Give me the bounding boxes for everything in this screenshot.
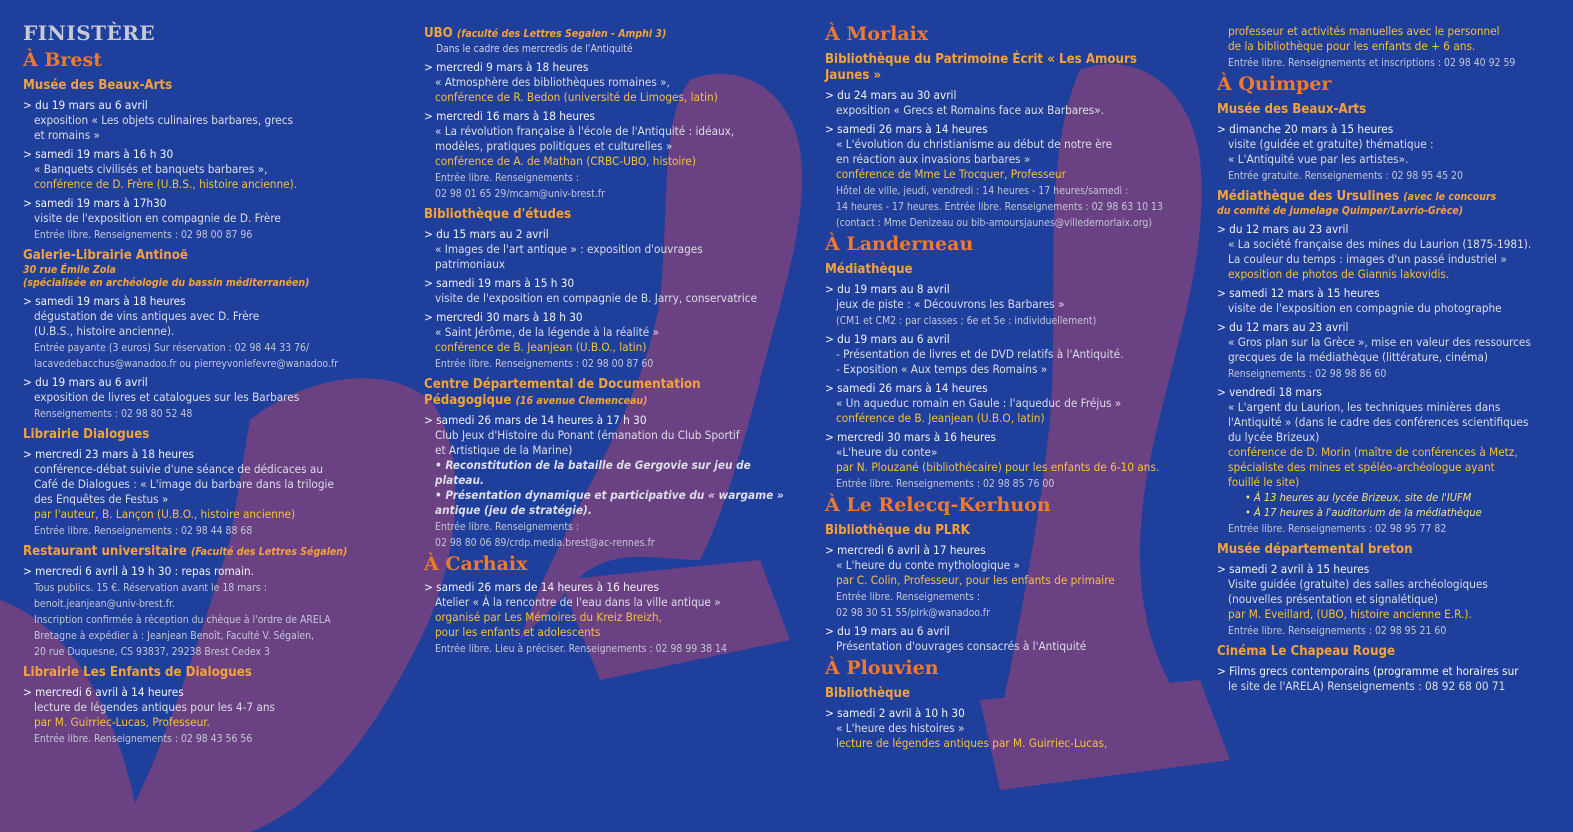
event-highlight: plateau.: [435, 473, 484, 487]
venue-heading: [424, 393, 794, 409]
event-info: Entrée libre. Renseignements :: [435, 172, 579, 184]
event-description: visite de l'exposition en compagnie de D. Frère: [34, 211, 281, 225]
event-description: grecques de la médiathèque (littérature, cinéma): [1228, 350, 1489, 364]
event-date: > mercredi 6 avril à 17 heures: [825, 543, 1195, 558]
venue-heading: [825, 523, 1195, 539]
event-date: > samedi 19 mars à 18 heures: [23, 294, 393, 309]
event-info: 02 98 30 51 55/plrk@wanadoo.fr: [836, 607, 990, 619]
event-date: > samedi 19 mars à 15 h 30: [424, 276, 794, 291]
event-description: conférence-débat suivie d'une séance de dédicaces au: [34, 462, 324, 476]
event-info: Renseignements : 02 98 80 52 48: [34, 408, 193, 420]
event-description: visite de l'exposition en compagnie de B. Jarry, conservatrice: [435, 291, 758, 305]
event-description: l'Antiquité » (dans le cadre des conférences scientifiques: [1228, 415, 1529, 429]
region-heading: À Plouvien: [825, 657, 939, 679]
event-date: > samedi 19 mars à 17h30: [23, 196, 393, 211]
event-info: 20 rue Duquesne, CS 93837, 29238 Brest Cedex 3: [34, 646, 270, 658]
event-description: « Images de l'art antique » : exposition d'ouvrages: [435, 242, 703, 256]
event-date: > mercredi 6 avril à 19 h 30 : repas romain.: [23, 564, 393, 579]
venue-name: Cinéma Le Chapeau Rouge: [1217, 644, 1396, 659]
event-speaker: lecture de légendes antiques par M. Guirriec-Lucas,: [836, 736, 1108, 750]
event-info: benoit.jeanjean@univ-brest.fr.: [34, 598, 175, 610]
event-speaker: conférence de B. Jeanjean (U.B.O., latin): [435, 340, 647, 354]
event-info: Entrée libre. Renseignements : 02 98 00 87 96: [34, 229, 253, 241]
event-info: Renseignements : 02 98 98 86 60: [1228, 368, 1387, 380]
venue-name: Médiathèque: [825, 262, 913, 277]
event-date: > du 12 mars au 23 avril: [1217, 222, 1567, 237]
venue-name: UBO: [424, 26, 453, 41]
region-heading: À Landerneau: [825, 233, 974, 255]
venue-heading: [1217, 644, 1567, 660]
venue-name: Musée des Beaux-Arts: [1217, 102, 1367, 117]
event-item: [825, 122, 1195, 230]
event-item: [23, 147, 393, 192]
event-item: [424, 413, 794, 550]
event-info: Bretagne à expédier à : Jeanjean Benoît, Faculté V. Ségalen,: [34, 630, 315, 642]
region-heading: À Morlaix: [825, 23, 929, 45]
venue-heading: [1217, 189, 1567, 205]
venue-name: Médiathèque des Ursulines: [1217, 189, 1400, 204]
event-highlight: • Présentation dynamique et participative du « wargame »: [435, 488, 784, 502]
event-description: (U.B.S., histoire ancienne).: [34, 324, 175, 338]
event-item: [825, 282, 1195, 328]
event-speaker: conférence de A. de Mathan (CRBC-UBO, histoire): [435, 154, 696, 168]
event-date: > samedi 26 mars de 14 heures à 16 heures: [424, 580, 794, 595]
event-description: Présentation d'ouvrages consacrés à l'Antiquité: [836, 639, 1087, 653]
event-item: [825, 543, 1195, 620]
event-date: > samedi 26 mars à 14 heures: [825, 122, 1195, 137]
event-speaker: pour les enfants et adolescents: [435, 625, 601, 639]
event-item: [1217, 385, 1567, 536]
event-date: > du 19 mars au 6 avril: [23, 98, 393, 113]
event-description: Atelier « À la rencontre de l'eau dans la ville antique »: [435, 595, 721, 609]
venue-name: Pédagogique: [424, 393, 512, 408]
event-highlight: antique (jeu de stratégie).: [435, 503, 592, 517]
event-item: [825, 332, 1195, 377]
event-description: « L'argent du Laurion, les techniques minières dans: [1228, 400, 1501, 414]
event-highlight: • Reconstitution de la bataille de Gergovie sur jeu de: [435, 458, 751, 472]
event-description: et Artistique de la Marine): [435, 443, 573, 457]
column-3: [825, 20, 1195, 751]
event-date: > samedi 2 avril à 15 heures: [1217, 562, 1567, 577]
event-item: [1217, 664, 1567, 694]
event-date: > du 24 mars au 30 avril: [825, 88, 1195, 103]
event-description: exposition « Les objets culinaires barbares, grecs: [34, 113, 294, 127]
venue-heading: [23, 665, 393, 681]
event-speaker: par C. Colin, Professeur, pour les enfants de primaire: [836, 573, 1115, 587]
event-description: «L'heure du conte»: [836, 445, 938, 459]
event-info: Entrée libre. Renseignements : 02 98 95 21 60: [1228, 625, 1447, 637]
event-description: « Gros plan sur la Grèce », mise en valeur des ressources: [1228, 335, 1531, 349]
venue-heading: [825, 68, 1195, 84]
event-info: 02 98 80 06 89/crdp.media.brest@ac-rennes.fr: [435, 537, 655, 549]
event-item: [1217, 562, 1567, 638]
event-description: « L'heure du conte mythologique »: [836, 558, 1020, 572]
event-date: > du 19 mars au 6 avril: [23, 375, 393, 390]
event-speaker: conférence de D. Morin (maître de conférences à Metz,: [1228, 445, 1518, 459]
event-info: Tous publics. 15 €. Réservation avant le 18 mars :: [34, 582, 267, 594]
event-info: 14 heures - 17 heures. Entrée libre. Renseignements : 02 98 63 10 13: [836, 201, 1163, 213]
event-item: [424, 310, 794, 371]
event-description: le site de l'ARELA) Renseignements : 08 92 68 00 71: [1228, 679, 1506, 693]
event-info: Entrée libre. Renseignements et inscriptions : 02 98 40 92 59: [1228, 57, 1516, 69]
event-date: > du 19 mars au 6 avril: [825, 624, 1195, 639]
region-heading: À Carhaix: [424, 553, 528, 575]
event-description: des Enquêtes de Festus »: [34, 492, 169, 506]
event-item: [23, 375, 393, 421]
event-info: lacavedebacchus@wanadoo.fr ou pierreyvonlefevre@wanadoo.fr: [34, 358, 339, 370]
event-info: Entrée libre. Renseignements : 02 98 43 56 56: [34, 733, 253, 745]
event-item: [424, 109, 794, 201]
event-speaker: conférence de R. Bedon (université de Limoges, latin): [435, 90, 718, 104]
event-date: > vendredi 18 mars: [1217, 385, 1567, 400]
event-description: « La révolution française à l'école de l'Antiquité : idéaux,: [435, 124, 735, 138]
event-description: Visite guidée (gratuite) des salles archéologiques: [1228, 577, 1488, 591]
venue-name: Librairie Les Enfants de Dialogues: [23, 665, 252, 680]
event-date: > du 19 mars au 8 avril: [825, 282, 1195, 297]
venue-name: Bibliothèque du Patrimoine Écrit « Les Amours: [825, 52, 1137, 67]
column-2: [424, 20, 794, 656]
event-description: (nouvelles présentation et signalétique): [1228, 592, 1439, 606]
event-date: > mercredi 9 mars à 18 heures: [424, 60, 794, 75]
event-description: « Atmosphère des bibliothèques romaines »,: [435, 75, 670, 89]
event-description: La couleur du temps : images d'un passé industriel »: [1228, 252, 1507, 266]
event-date: > samedi 19 mars à 16 h 30: [23, 147, 393, 162]
event-info: 02 98 01 65 29/mcam@univ-brest.fr: [435, 188, 605, 200]
event-description: « L'évolution du christianisme au début de notre ère: [836, 137, 1113, 151]
event-info: (CM1 et CM2 : par classes ; 6e et 5e : individuellement): [836, 315, 1097, 327]
event-date: > mercredi 6 avril à 14 heures: [23, 685, 393, 700]
venue-heading: [825, 262, 1195, 278]
event-item: [424, 580, 794, 656]
event-item: [424, 227, 794, 272]
event-description: patrimoniaux: [435, 257, 506, 271]
event-date: > mercredi 30 mars à 18 h 30: [424, 310, 794, 325]
venue-heading: [825, 686, 1195, 702]
venue-heading: [23, 427, 393, 443]
event-description: « Saint Jérôme, de la légende à la réalité »: [435, 325, 659, 339]
event-description: visite de l'exposition en compagnie du photographe: [1228, 301, 1502, 315]
venue-name: Centre Départemental de Documentation: [424, 377, 701, 392]
event-item: [23, 685, 393, 746]
venue-note: (avec le concours: [1403, 191, 1497, 203]
event-description: en réaction aux invasions barbares »: [836, 152, 1031, 166]
event-speaker: spécialiste des mines et spéléo-archéologue ayant: [1228, 460, 1495, 474]
event-description: - Exposition « Aux temps des Romains »: [836, 362, 1048, 376]
event-info: Entrée libre. Renseignements : 02 98 44 88 68: [34, 525, 253, 537]
event-description: lecture de légendes antiques pour les 4-7 ans: [34, 700, 276, 714]
event-description: « L'Antiquité vue par les artistes».: [1228, 152, 1409, 166]
venue-heading: [1217, 102, 1567, 118]
event-description: « L'heure des histoires »: [836, 721, 965, 735]
event-info: Entrée payante (3 euros) Sur réservation : 02 98 44 33 76/: [34, 342, 310, 354]
venue-heading: [424, 377, 794, 393]
event-speaker: exposition de photos de Giannis lakovidis.: [1228, 267, 1450, 281]
event-speaker: conférence de D. Frère (U.B.S., histoire ancienne).: [34, 177, 298, 191]
event-item: [1217, 286, 1567, 316]
event-description: « Un aqueduc romain en Gaule : l'aqueduc de Fréjus »: [836, 396, 1122, 410]
page-title: FINISTÈRE: [23, 21, 156, 45]
event-speaker: par N. Plouzané (bibliothécaire) pour les enfants de 6-10 ans.: [836, 460, 1160, 474]
event-info: Entrée libre. Lieu à préciser. Renseignements : 02 98 99 38 14: [435, 643, 727, 655]
event-item: [825, 430, 1195, 491]
event-speaker: conférence de Mme Le Trocquer, Professeur: [836, 167, 1066, 181]
venue-note: du comité de jumelage Quimper/Lavrio-Grèce): [1217, 205, 1464, 217]
event-info: Entrée libre. Renseignements : 02 98 85 76 00: [836, 478, 1055, 490]
venue-heading: [1217, 542, 1567, 558]
venue-note: (Faculté des Lettres Ségalen): [191, 546, 348, 558]
column-4: [1217, 20, 1567, 694]
event-item: [23, 196, 393, 242]
venue-name: Jaunes »: [825, 68, 882, 83]
event-description: jeux de piste : « Découvrons les Barbares »: [836, 297, 1065, 311]
event-date: > du 19 mars au 6 avril: [825, 332, 1195, 347]
event-description: « La société française des mines du Laurion (1875-1981).: [1228, 237, 1532, 251]
event-item: [1217, 24, 1567, 70]
region-heading: À Brest: [23, 49, 102, 71]
event-item: [424, 276, 794, 306]
event-item: [825, 624, 1195, 654]
event-item: [424, 60, 794, 105]
event-date: > samedi 26 mars de 14 heures à 17 h 30: [424, 413, 794, 428]
venue-name: Librairie Dialogues: [23, 427, 150, 442]
venue-note: 30 rue Émile Zola: [23, 264, 116, 276]
region-heading: À Le Relecq-Kerhuon: [825, 494, 1051, 516]
event-description: et romains »: [34, 128, 100, 142]
event-speaker: conférence de B. Jeanjean (U.B.O, latin): [836, 411, 1045, 425]
event-item: [825, 706, 1195, 751]
event-date: > dimanche 20 mars à 15 heures: [1217, 122, 1567, 137]
event-date: > mercredi 30 mars à 16 heures: [825, 430, 1195, 445]
event-date: > Films grecs contemporains (programme et horaires sur: [1217, 664, 1567, 679]
event-item: [825, 381, 1195, 426]
event-bullet: • À 13 heures au lycée Brizeux, site de l'IUFM: [1245, 491, 1472, 504]
event-speaker: par M. Eveillard, (UBO, histoire ancienne E.R.).: [1228, 607, 1472, 621]
event-info: Entrée libre. Renseignements : 02 98 95 77 82: [1228, 523, 1447, 535]
event-description: Club Jeux d'Histoire du Ponant (émanation du Club Sportif: [435, 428, 740, 442]
event-info: (contact : Mme Denizeau ou bib-amoursjaunes@villedemorlaix.org): [836, 217, 1152, 229]
venue-heading: [23, 544, 393, 560]
event-date: > mercredi 16 mars à 18 heures: [424, 109, 794, 124]
event-info: Entrée libre. Renseignements :: [435, 521, 579, 533]
event-date: > du 12 mars au 23 avril: [1217, 320, 1567, 335]
event-info: Entrée libre. Renseignements : 02 98 00 87 60: [435, 358, 654, 370]
event-date: > mercredi 23 mars à 18 heures: [23, 447, 393, 462]
region-heading: À Quimper: [1217, 73, 1332, 95]
column-1: [23, 20, 393, 746]
event-description: visite (guidée et gratuite) thématique :: [1228, 137, 1434, 151]
event-speaker: de la bibliothèque pour les enfants de + 6 ans.: [1228, 39, 1476, 53]
event-date: > samedi 2 avril à 10 h 30: [825, 706, 1195, 721]
event-description: Café de Dialogues : « L'image du barbare dans la trilogie: [34, 477, 334, 491]
event-date: > samedi 12 mars à 15 heures: [1217, 286, 1567, 301]
venue-heading: [424, 207, 794, 223]
event-item: [23, 294, 393, 371]
event-description: « Banquets civilisés et banquets barbares »,: [34, 162, 268, 176]
event-item: [23, 447, 393, 538]
event-description: du lycée Brizeux): [1228, 430, 1320, 444]
intro-note: Dans le cadre des mercredis de l'Antiquité: [436, 43, 633, 55]
event-item: [23, 98, 393, 143]
event-date: > samedi 26 mars à 14 heures: [825, 381, 1195, 396]
venue-note: (faculté des Lettres Segalen - Amphi 3): [456, 28, 667, 40]
venue-heading: [424, 26, 794, 42]
event-item: [825, 88, 1195, 118]
venue-note: (16 avenue Clemenceau): [515, 395, 648, 407]
venue-name: Galerie-Librairie Antinoë: [23, 248, 188, 263]
event-description: exposition « Grecs et Romains face aux Barbares».: [836, 103, 1105, 117]
event-description: - Présentation de livres et de DVD relatifs à l'Antiquité.: [836, 347, 1124, 361]
venue-name: Bibliothèque d'études: [424, 207, 572, 222]
venue-heading: [23, 78, 393, 94]
venue-note: (spécialisée en archéologie du bassin méditerranéen): [23, 277, 310, 289]
event-bullet: • À 17 heures à l'auditorium de la médiathèque: [1245, 506, 1482, 519]
event-info: Entrée libre. Renseignements :: [836, 591, 980, 603]
event-item: [23, 564, 393, 659]
event-description: dégustation de vins antiques avec D. Frère: [34, 309, 260, 323]
event-info: Inscription confirmée à réception du chèque à l'ordre de ARELA: [34, 614, 331, 626]
venue-name: Musée départemental breton: [1217, 542, 1413, 557]
event-info: Hôtel de ville, jeudi, vendredi : 14 heures - 17 heures/samedi :: [836, 185, 1129, 197]
event-speaker: fouillé le site): [1228, 475, 1300, 489]
event-speaker: organisé par Les Mémoires du Kreiz Breizh,: [435, 610, 662, 624]
event-info: Entrée gratuite. Renseignements : 02 98 95 45 20: [1228, 170, 1463, 182]
event-item: [1217, 122, 1567, 183]
event-speaker: professeur et activités manuelles avec le personnel: [1228, 24, 1500, 38]
venue-heading: [825, 52, 1195, 68]
event-description: modèles, pratiques politiques et culturelles »: [435, 139, 673, 153]
event-item: [1217, 320, 1567, 381]
event-description: exposition de livres et catalogues sur les Barbares: [34, 390, 300, 404]
event-date: > du 15 mars au 2 avril: [424, 227, 794, 242]
event-item: [1217, 222, 1567, 282]
event-speaker: par l'auteur, B. Lançon (U.B.O., histoire ancienne): [34, 507, 296, 521]
venue-name: Bibliothèque: [825, 686, 911, 701]
event-speaker: par M. Guirriec-Lucas, Professeur.: [34, 715, 210, 729]
venue-name: Musée des Beaux-Arts: [23, 78, 173, 93]
venue-name: Bibliothèque du PLRK: [825, 523, 970, 538]
venue-name: Restaurant universitaire: [23, 544, 187, 559]
venue-heading: [23, 248, 393, 264]
